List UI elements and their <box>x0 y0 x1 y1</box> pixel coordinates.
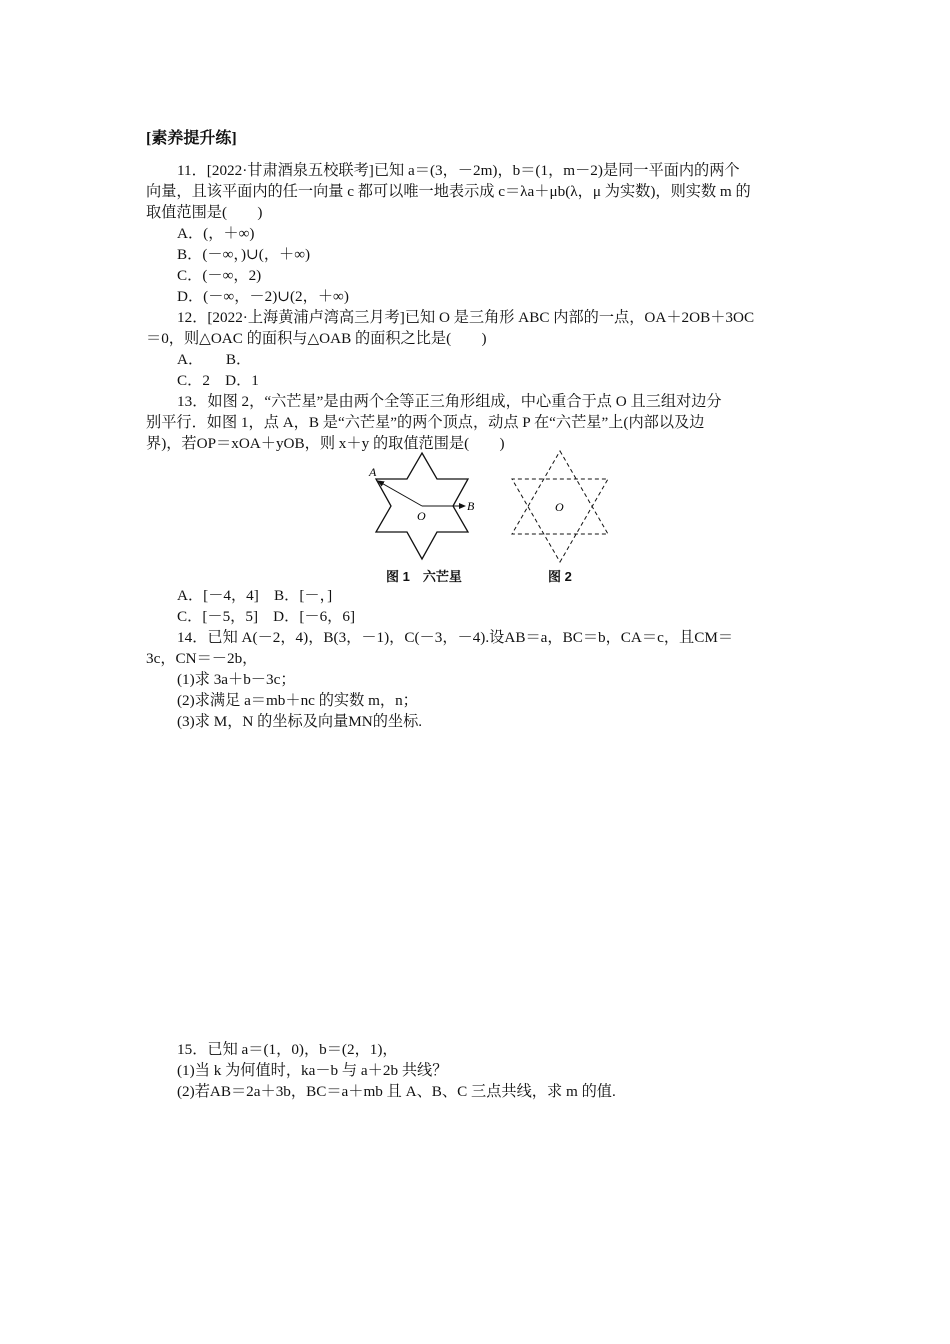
q14-part-3: (3)求 M，N 的坐标及向量MN的坐标. <box>177 713 423 730</box>
center-label-o: O <box>555 500 564 514</box>
q13-options-ab: A．[－4，4] B．[－，] <box>177 587 333 604</box>
q13-line-3: 界)，若OP＝xOA＋yOB，则 x＋y 的取值范围是( ) <box>146 435 505 452</box>
q11-line-2: 向量，且该平面内的任一向量 c 都可以唯一地表示成 c＝λa＋μb(λ，μ 为实数)，则实数 m 的 <box>146 183 751 200</box>
q11-option-c: C．(－∞，2) <box>177 267 262 284</box>
q12-options-ab: A． B． <box>177 351 252 368</box>
q11-option-d: D．(－∞，－2)∪(2，＋∞) <box>177 288 349 305</box>
q15-part-2: (2)若AB＝2a＋3b，BC＝a＋mb 且 A、B、C 三点共线，求 m 的值. <box>177 1083 616 1100</box>
q11-line-1: 11．[2022·甘肃酒泉五校联考]已知 a＝(3，－2m)，b＝(1，m－2)是同一平面内的两个 <box>177 162 740 179</box>
q12-line-2: ＝0，则△OAC 的面积与△OAB 的面积之比是( ) <box>146 330 487 347</box>
q15-line-1: 15．已知 a＝(1，0)，b＝(2，1)， <box>177 1041 398 1058</box>
q11-option-b: B．(－∞，)∪(，＋∞) <box>177 246 311 263</box>
point-label-a: A <box>369 465 377 479</box>
figure-1-hexagram <box>358 448 488 570</box>
q14-line-2: 3c，CN＝－2b， <box>146 650 258 667</box>
upward-triangle <box>512 451 608 534</box>
downward-triangle <box>512 479 608 562</box>
q14-part-1: (1)求 3a＋b－3c； <box>177 671 296 688</box>
q15-part-1: (1)当 k 为何值时，ka－b 与 a＋2b 共线？ <box>177 1062 448 1079</box>
q14-line-1: 14．已知 A(－2，4)，B(3，－1)，C(－3，－4).设AB＝a，BC＝b，CA＝c，且CM＝ <box>177 629 734 646</box>
q13-options-cd: C．[－5，5] D．[－6，6] <box>177 608 356 625</box>
q12-line-1: 12．[2022·上海黄浦卢湾高三月考]已知 O 是三角形 ABC 内部的一点，OA＋2OB＋3OC <box>177 309 755 326</box>
figure-1-caption: 图 1 六芒星 <box>386 569 462 584</box>
point-label-b: B <box>467 499 475 513</box>
figure-2-hexagram <box>505 448 615 570</box>
section-title: [素养提升练] <box>146 130 237 147</box>
figure-2-caption: 图 2 <box>548 569 572 584</box>
q11-option-a: A．(，＋∞) <box>177 225 255 242</box>
point-label-o: O <box>417 509 426 523</box>
q11-line-3: 取值范围是( ) <box>146 204 263 221</box>
q13-line-2: 别平行．如图 1，点 A，B 是“六芒星”的两个顶点，动点 P 在“六芒星”上(内部以及边 <box>146 414 705 431</box>
q12-options-cd: C．2 D．1 <box>177 372 259 389</box>
q13-line-1: 13．如图 2，“六芒星”是由两个全等正三角形组成，中心重合于点 O 且三组对边分 <box>177 393 722 410</box>
q14-part-2: (2)求满足 a＝mb＋nc 的实数 m，n； <box>177 692 418 709</box>
